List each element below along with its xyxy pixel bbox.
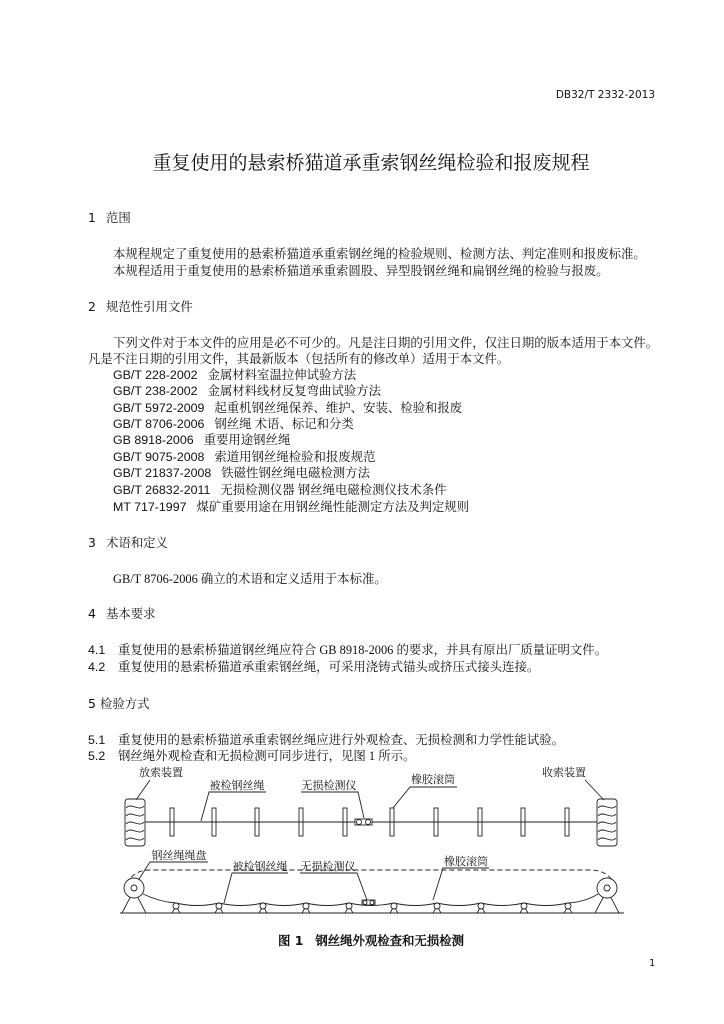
takeup-spool	[597, 799, 617, 846]
reference-item	[113, 449, 375, 465]
rubber-roller	[172, 903, 180, 913]
clause-text: 重复使用的悬索桥猫道承重索钢丝绳，可采用浇铸式锚头或挤压式接头连接。	[118, 660, 540, 674]
label-rubber-roller: 橡胶滚筒	[444, 856, 488, 868]
reference-code: GB/T 5972-2009	[113, 401, 205, 415]
rubber-roller	[390, 903, 398, 913]
ndt-instrument	[355, 819, 372, 825]
label-takeup-device: 收索装置	[542, 767, 586, 779]
leader-line	[433, 868, 489, 900]
section-number: 3	[88, 535, 96, 550]
reference-code: GB/T 26832-2011	[113, 483, 211, 497]
section-heading-1	[88, 210, 131, 226]
rubber-roller	[345, 903, 353, 913]
clause-number: 5.2	[88, 749, 106, 763]
paragraph: 本规程适用于重复使用的悬索桥猫道承重索圆股、异型股钢丝绳和扁钢丝绳的检验与报废。	[113, 264, 609, 278]
reference-item	[113, 416, 354, 432]
leader-line	[201, 792, 266, 821]
ndt-instrument	[362, 900, 375, 905]
rope-path-dashed	[127, 870, 614, 884]
reference-code: MT 717-1997	[113, 500, 187, 514]
leader-line	[139, 862, 208, 879]
clause-text: 钢丝绳外观检查和无损检测可同步进行，见图 1 所示。	[118, 749, 416, 763]
page-number: 1	[649, 958, 656, 969]
leader-line	[585, 780, 604, 800]
section-title: 术语和定义	[106, 535, 168, 550]
figure-number: 图 1	[277, 933, 304, 948]
reference-item	[113, 432, 290, 448]
section-number: 5	[88, 696, 96, 711]
section-heading-2	[88, 299, 193, 315]
reference-code: GB/T 8706-2006	[113, 417, 205, 431]
reference-title: 煤矿重要用途在用钢丝绳性能测定方法及判定规则	[196, 500, 470, 514]
section-title: 基本要求	[106, 606, 156, 621]
rubber-roller	[520, 903, 528, 913]
leader-line	[224, 873, 288, 903]
section-number: 4	[88, 606, 96, 621]
rubber-roller	[433, 903, 441, 913]
paragraph: 本规程规定了重复使用的悬索桥猫道承重索钢丝绳的检验规则、检测方法、判定准则和报废标准。	[113, 247, 646, 261]
label-tested-rope: 被检钢丝绳	[232, 861, 288, 873]
section-title: 检验方式	[100, 696, 150, 711]
section-heading-5	[88, 696, 150, 712]
reference-title: 索道用钢丝绳检验和报废规范	[214, 450, 376, 464]
clause-text: 重复使用的悬索桥猫道承重索钢丝绳应进行外观检查、无损检测和力学性能试验。	[118, 733, 565, 747]
label-rope-reel: 钢丝绳绳盘	[151, 850, 207, 862]
reference-title: 重要用途钢丝绳	[203, 433, 291, 447]
label-tested-rope: 被检钢丝绳	[209, 780, 265, 792]
label-ndt-instrument: 无损检测仪	[301, 780, 357, 792]
reference-code: GB/T 228-2002	[113, 368, 198, 382]
label-rubber-roller: 橡胶滚筒	[411, 774, 455, 786]
reference-title: 起重机钢丝绳保养、维护、安装、检验和报废	[214, 401, 463, 415]
leader-line	[301, 792, 364, 818]
figure-caption	[71, 933, 671, 949]
rubber-roller	[302, 903, 310, 913]
reference-code: GB/T 238-2002	[113, 384, 198, 398]
rubber-roller	[564, 903, 572, 913]
figure-1-diagram	[110, 760, 630, 920]
leader-line	[300, 873, 367, 900]
reference-title: 钢丝绳 术语、标记和分类	[214, 417, 354, 431]
payout-spool	[125, 799, 145, 846]
rope-reel	[595, 878, 619, 913]
figure-caption-text: 钢丝绳外观检查和无损检测	[315, 933, 464, 948]
paragraph: GB/T 8706-2006 确立的术语和定义适用于本标准。	[113, 572, 387, 586]
paragraph-line: 下列文件对于本文件的应用是必不可少的。凡是注日期的引用文件，仅注日期的版本适用于本文件。	[113, 336, 659, 350]
section-heading-3	[88, 535, 168, 551]
document-code: DB32/T 2332-2013	[555, 89, 655, 101]
reference-code: GB 8918-2006	[113, 433, 194, 447]
reference-title: 无损检测仪器 钢丝绳电磁检测仪技术条件	[220, 483, 447, 497]
clause	[88, 642, 607, 658]
reference-code: GB/T 9075-2008	[113, 450, 205, 464]
leader-line	[136, 780, 150, 800]
reference-item	[113, 400, 462, 416]
reference-title: 金属材料线材反复弯曲试验方法	[207, 384, 381, 398]
section-title: 范围	[106, 210, 131, 225]
document-title: 重复使用的悬索桥猫道承重索钢丝绳检验和报废规程	[152, 152, 590, 174]
paragraph-line: 凡是不注日期的引用文件，其最新版本（包括所有的修改单）适用于本文件。	[88, 352, 510, 366]
clause	[88, 659, 539, 675]
section-number: 1	[88, 210, 96, 225]
clause-number: 4.1	[88, 643, 106, 657]
section-heading-4	[88, 606, 156, 622]
reference-title: 铁磁性钢丝绳电磁检测方法	[221, 466, 370, 480]
reference-item	[113, 367, 356, 383]
clause-text: 重复使用的悬索桥猫道钢丝绳应符合 GB 8918-2006 的要求，并具有原出厂质量证明文件。	[118, 643, 608, 657]
reference-item	[113, 482, 447, 498]
reference-item	[113, 465, 370, 481]
rubber-roller	[215, 903, 223, 913]
reference-title: 金属材料室温拉伸试验方法	[207, 368, 357, 382]
rope-reel	[122, 878, 146, 913]
clause-number: 4.2	[88, 660, 106, 674]
section-number: 2	[88, 299, 96, 314]
rubber-roller	[477, 903, 485, 913]
clause	[88, 732, 564, 748]
reference-item	[113, 499, 469, 515]
rubber-roller	[259, 903, 267, 913]
reference-item	[113, 383, 381, 399]
clause-number: 5.1	[88, 733, 106, 747]
leader-line	[393, 787, 457, 808]
reference-code: GB/T 21837-2008	[113, 466, 212, 480]
label-payout-device: 放索装置	[139, 767, 183, 779]
label-ndt-instrument: 无损检测仪	[300, 861, 356, 873]
section-title: 规范性引用文件	[106, 299, 193, 314]
